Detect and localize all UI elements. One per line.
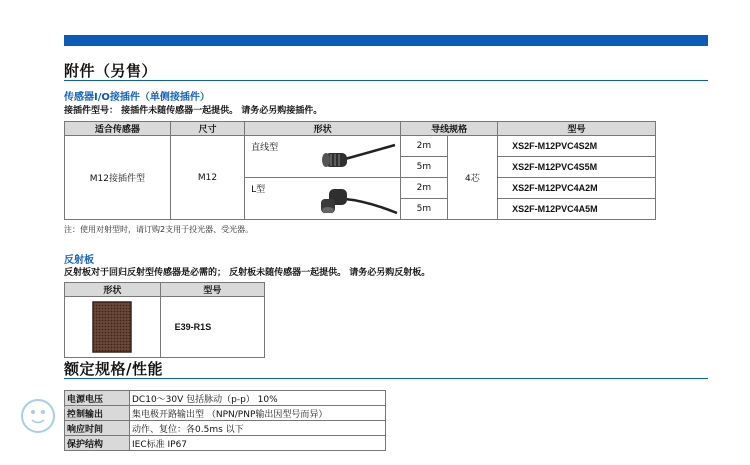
shape-straight-cell [245, 136, 401, 178]
spec-label: 保护结构 [65, 436, 130, 451]
connector-description: 接插件型号： 接插件未随传感器一起提供。 请务必另购接插件。 [64, 106, 323, 116]
shape-l-label: L型 [251, 185, 266, 195]
length-cell: 5m [401, 199, 448, 220]
shape-straight-label: 直线型 [251, 143, 279, 153]
connector-table [64, 121, 656, 220]
straight-connector-image [317, 139, 397, 175]
table-row [65, 297, 265, 358]
reflector-model-cell: E39-R1S [160, 297, 264, 358]
header-model: 型号 [160, 283, 264, 297]
connector-subtitle: 传感器I/O接插件（单侧接插件） [64, 92, 210, 103]
reflector-description: 反射板对于回归反射型传感器是必需的； 反射板未随传感器一起提供。 请务必另购反射板。 [64, 268, 431, 278]
reflector-image [92, 301, 132, 353]
model-cell: XS2F-M12PVC4A2M [498, 178, 656, 199]
reflector-table [64, 282, 265, 358]
reflector-subtitle: 反射板 [64, 255, 94, 266]
model-cell: XS2F-M12PVC4S2M [498, 136, 656, 157]
header-sensor: 适合传感器 [65, 122, 171, 136]
spec-label: 控制输出 [65, 406, 130, 421]
watermark-logo [8, 378, 128, 458]
spec-label: 电源电压 [65, 391, 130, 406]
length-cell: 5m [401, 157, 448, 178]
connector-note: 注：使用对射型时，请订购2支用于投光器、受光器。 [64, 225, 254, 234]
cores-cell: 4芯 [447, 136, 497, 220]
model-cell: XS2F-M12PVC4A5M [498, 199, 656, 220]
shape-l-cell [245, 178, 401, 220]
spec-value: DC10～30V 包括脉动（p-p） 10% [130, 391, 386, 406]
header-cable: 导线规格 [401, 122, 498, 136]
connector-header-row [65, 122, 656, 136]
l-connector-image [315, 179, 399, 219]
header-size: 尺寸 [170, 122, 244, 136]
header-model: 型号 [498, 122, 656, 136]
reflector-image-cell [65, 297, 161, 358]
table-row [65, 136, 656, 157]
length-cell: 2m [401, 136, 448, 157]
section-rule [64, 80, 708, 81]
top-banner-bar [64, 35, 708, 46]
spec-label: 响应时间 [65, 421, 130, 436]
spec-value: IEC标准 IP67 [130, 436, 386, 451]
spec-value: 集电极开路输出型 （NPN/PNP输出因型号而异） [130, 406, 386, 421]
section-rule [64, 378, 708, 379]
model-cell: XS2F-M12PVC4S5M [498, 157, 656, 178]
reflector-header-row [65, 283, 265, 297]
size-cell: M12 [170, 136, 244, 220]
sensor-cell: M12接插件型 [65, 136, 171, 220]
section-title-accessories: 附件（另售） [64, 62, 158, 80]
spec-value: 动作、复位：各0.5ms 以下 [130, 421, 386, 436]
header-shape: 形状 [245, 122, 401, 136]
length-cell: 2m [401, 178, 448, 199]
header-shape: 形状 [65, 283, 161, 297]
section-title-specs: 额定规格/性能 [64, 360, 163, 378]
